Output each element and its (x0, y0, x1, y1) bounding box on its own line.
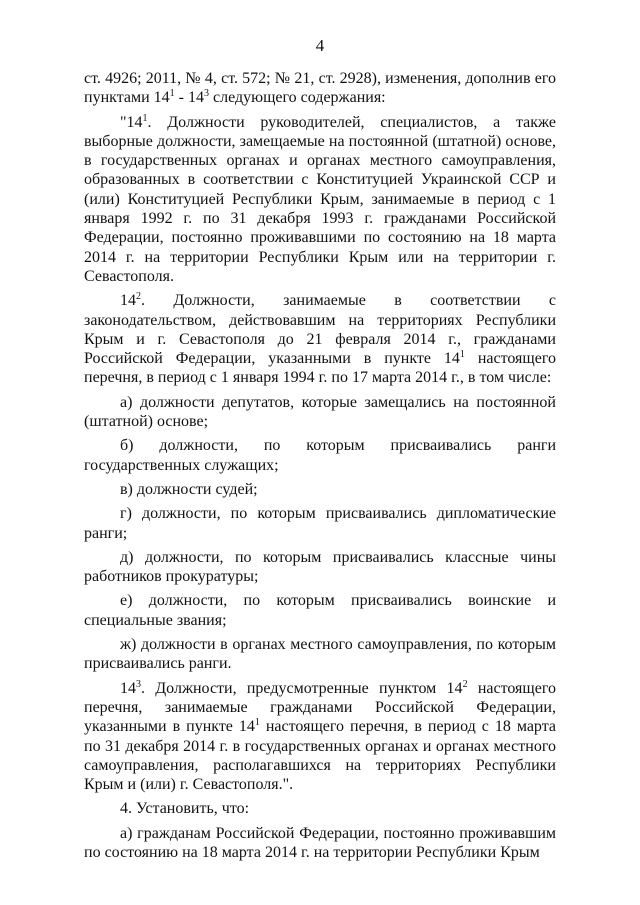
intro-paragraph: ст. 4926; 2011, № 4, ст. 572; № 21, ст. 2928), изменения, дополнив его пунктами $14^1 - 14^3$ следующего содержания: (84, 70, 556, 107)
subitem-zh: ж) должности в органах местного самоуправления, по которым присваивались ранги. (84, 636, 556, 673)
document-body (84, 69, 556, 862)
item-14-1-paragraph: "$14^1$. Должности руководителей, специалистов, а также выборные должности, замещаемые на постоянной (штатной) основе, в государственных органах и органах местного самоуправления, образованных в соответствии с Конституцией Украинской ССР и (или) Конституцией Республики Крым, занимаемые в период с 1 января 1992 г. по 31 декабря 1993 г. гражданами Российской Федерации, постоянно проживавшими по состоянию на 18 марта 2014 г. на территории Республики Крым или на территории г. Севастополя. (84, 112, 556, 285)
page-number: 4 (315, 36, 325, 55)
subitem-e: е) должности, по которым присваивались воинские и специальные звания; (84, 592, 556, 629)
subitem-a: а) должности депутатов, которые замещались на постоянной (штатной) основе; (84, 393, 556, 431)
section-4-item-a: а) гражданам Российской Федерации, постоянно проживавшим по состоянию на 18 марта 2014 г. на территории Республики Крым (84, 824, 556, 861)
item-14-3-paragraph: $14^3$. Должности, предусмотренные пунктом $14^2$ настоящего перечня, занимаемые гражданами Российской Федерации, указанными в пункте $14^1$ настоящего перечня, в период с 18 марта по 31 декабря 2014 г. в государственных органах и органах местного самоуправления, располагавшихся на территориях Республики Крым и (или) г. Севастополя.". (84, 678, 557, 794)
subitem-v: в) должности судей; (120, 480, 258, 498)
item-14-2-paragraph: $14^2$. Должности, занимаемые в соответствии с законодательством, действовавшим на территориях Республики Крым и г. Севастополя до 21 февраля 2014 г., гражданами Российской Федерации, указанными в пункте $14^1$ настоящего перечня, в период с 1 января 1994 г. по 17 марта 2014 г., в том числе: (84, 291, 556, 387)
subitem-g: г) должности, по которым присваивались дипломатические ранги; (84, 505, 556, 542)
section-4-heading: 4. Установить, что: (120, 800, 250, 818)
subitem-b: б) должности, по которым присваивались ранги государственных служащих; (84, 437, 556, 474)
subitem-d: д) должности, по которым присваивались классные чины работников прокуратуры; (84, 548, 556, 586)
